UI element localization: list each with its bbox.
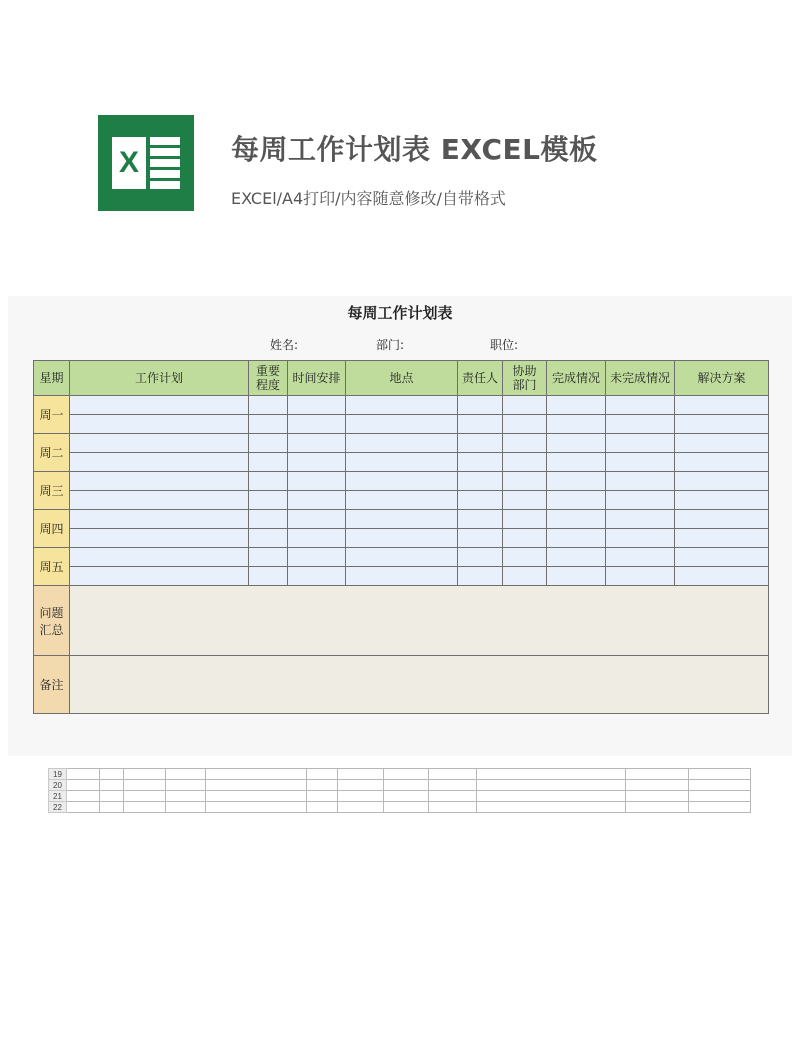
col-assist: [503, 361, 547, 396]
day-row-thu: [34, 510, 769, 529]
row-number[interactable]: 20: [49, 780, 67, 791]
day-fri: 周五: [34, 548, 70, 586]
col-plan: 工作计划: [70, 361, 249, 396]
sheet-title: 每周工作计划表: [347, 304, 453, 322]
col-owner: 责任人: [458, 361, 503, 396]
spreadsheet-strip: [48, 768, 751, 813]
col-undone: 未完成情况: [606, 361, 675, 396]
logo-grid: [150, 137, 180, 189]
col-importance: [249, 361, 288, 396]
issues-area[interactable]: [70, 586, 769, 656]
day-row-mon: [34, 396, 769, 415]
strip-row: [49, 780, 751, 791]
day-row-fri: [34, 548, 769, 567]
strip-row: [49, 802, 751, 813]
row-number[interactable]: 22: [49, 802, 67, 813]
row-number[interactable]: 19: [49, 769, 67, 780]
col-importance-label: 重要程度: [255, 364, 280, 392]
col-weekday: 星期: [34, 361, 70, 396]
issues-label: [34, 586, 70, 656]
row-number[interactable]: 21: [49, 791, 67, 802]
day-row-tue: [34, 434, 769, 453]
col-solution: 解决方案: [675, 361, 769, 396]
strip-row: [49, 769, 751, 780]
day-mon: 周一: [34, 396, 70, 434]
notes-label: 备注: [34, 656, 70, 714]
col-assist-label: 协助部门: [512, 364, 537, 392]
name-label: 姓名:: [270, 338, 299, 352]
notes-row: [34, 656, 769, 714]
logo-letter: X: [112, 137, 146, 189]
notes-area[interactable]: [70, 656, 769, 714]
header-row: [34, 361, 769, 396]
page-title: 每周工作计划表 EXCEL模板: [231, 133, 598, 166]
col-location: 地点: [346, 361, 458, 396]
issues-row: [34, 586, 769, 656]
col-done: 完成情况: [547, 361, 606, 396]
day-wed: 周三: [34, 472, 70, 510]
dept-label: 部门:: [376, 338, 405, 352]
issues-label-text: 问题汇总: [39, 605, 64, 637]
day-tue: 周二: [34, 434, 70, 472]
day-row-wed: [34, 472, 769, 491]
plan-table: [33, 360, 769, 714]
col-schedule: 时间安排: [288, 361, 346, 396]
day-thu: 周四: [34, 510, 70, 548]
page-subtitle: EXCEl/A4打印/内容随意修改/自带格式: [231, 189, 506, 208]
excel-logo-icon: [98, 115, 194, 211]
position-label: 职位:: [490, 338, 519, 352]
strip-row: [49, 791, 751, 802]
